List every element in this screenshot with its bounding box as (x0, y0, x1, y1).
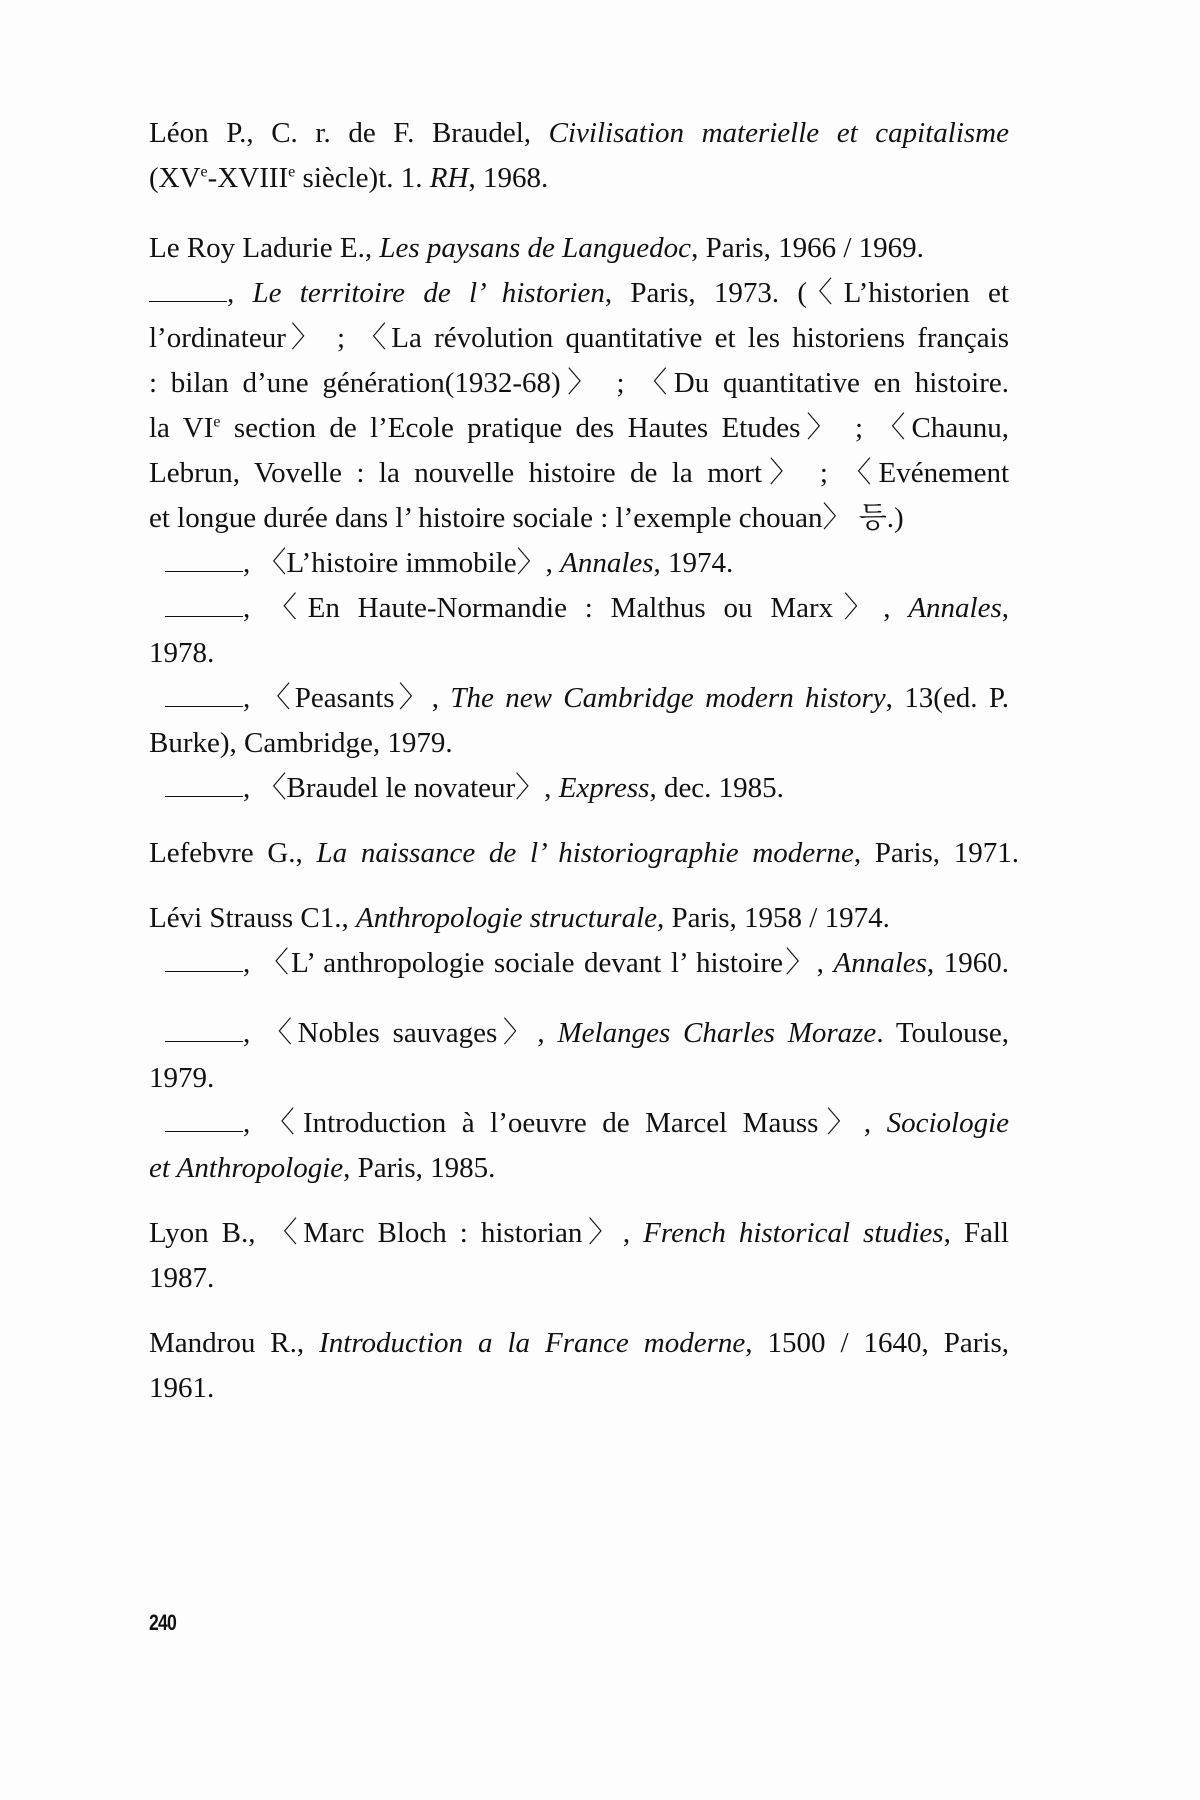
text-run: Le Roy Ladurie E., (149, 232, 380, 264)
text-run: , 1974. (653, 547, 734, 579)
page-number: 240 (149, 1610, 176, 1635)
text-run: , 〈Peasants〉, (243, 682, 451, 714)
bibliography-entry-6-line-1 (165, 770, 784, 806)
bibliography-entry-12-line-1 (149, 1215, 1009, 1251)
text-run: Lebrun, Vovelle : la nouvelle histoire de la mort〉 ; 〈Evénement (149, 457, 1009, 489)
italic-title: Anthropologie structurale (356, 902, 658, 934)
bibliography-entry-2-line-2 (149, 275, 1009, 311)
superscript: e (213, 413, 221, 431)
bibliography-entry-11-line-2 (149, 1150, 495, 1186)
text-run: , Paris, 1973. (〈L’historien et (604, 277, 1009, 309)
text-run: , (1001, 592, 1009, 624)
bibliography-entry-5-line-1 (165, 680, 1009, 716)
text-run: l’ordinateur〉 ; 〈La révolution quantitative et les historiens français (149, 322, 1009, 354)
italic-title: Melanges Charles Moraze (557, 1017, 877, 1049)
italic-title: Les paysans de Languedoc (379, 232, 692, 264)
bibliography-entry-12-line-2 (149, 1260, 214, 1296)
text-run: , 1500 / 1640, Paris, (745, 1327, 1009, 1359)
italic-title: Introduction a la France moderne (319, 1327, 746, 1359)
superscript: e (200, 163, 208, 181)
italic-title: RH (429, 162, 469, 194)
text-run: 1961. (149, 1372, 215, 1404)
text-run: , Paris, 1958 / 1974. (657, 902, 890, 934)
text-run: , 1960. (926, 947, 1009, 979)
bibliography-entry-13-line-2 (149, 1370, 214, 1406)
bibliography-entry-2-line-5 (149, 410, 1009, 446)
repeat-author-dash (165, 1111, 243, 1132)
italic-title: Annales (560, 547, 654, 579)
superscript: e (288, 163, 296, 181)
text-run: , Paris, 1985. (343, 1152, 496, 1184)
text-run: , Fall (943, 1217, 1009, 1249)
bibliography-entry-2-line-4 (149, 365, 1009, 401)
bibliography-entry-8-line-1 (149, 900, 890, 936)
repeat-author-dash (149, 281, 227, 302)
bibliography-entry-2-line-1 (149, 230, 1009, 266)
text-run: , Paris, 1971. (853, 837, 1019, 869)
italic-title: Annales (908, 592, 1002, 624)
repeat-author-dash (165, 551, 243, 572)
text-run: 1978. (149, 637, 215, 669)
bibliography-entry-2-line-7 (149, 500, 904, 536)
text-run: 1979. (149, 1062, 215, 1094)
italic-title: Le territoire de l’ historien (252, 277, 605, 309)
italic-title: French historical studies (643, 1217, 944, 1249)
bibliography-entry-13-line-1 (149, 1325, 1009, 1361)
italic-title: Annales (833, 947, 927, 979)
bibliography-entry-9-line-1 (165, 945, 1009, 981)
text-run: Mandrou R., (149, 1327, 320, 1359)
italic-title: et Anthropologie (149, 1152, 344, 1184)
italic-title: La naissance de l’ historiographie moderne (316, 837, 854, 869)
text-run: , 〈Braudel le novateur〉, (243, 772, 559, 804)
bibliography-entry-7-line-1 (149, 835, 1019, 871)
text-run: Léon P., C. r. de F. Braudel, (149, 117, 549, 149)
text-run: , (227, 277, 253, 309)
italic-title: Civilisation materielle et capitalisme (548, 117, 1009, 149)
text-run: , Paris, 1966 / 1969. (691, 232, 924, 264)
repeat-author-dash (165, 951, 243, 972)
bibliography-entry-4-line-2 (149, 635, 214, 671)
bibliography-entry-1-line-2 (149, 160, 548, 196)
repeat-author-dash (165, 1021, 243, 1042)
text-run: Burke), Cambridge, 1979. (149, 727, 453, 759)
text-run: , 13(ed. P. (885, 682, 1010, 714)
text-run: et longue durée dans l’ histoire sociale : l’exemple chouan〉 등.) (149, 502, 904, 534)
text-run: (XV (149, 162, 201, 194)
bibliography-entry-10-line-2 (149, 1060, 214, 1096)
text-run: : bilan d’une génération(1932-68)〉 ; 〈Du quantitative en histoire. (149, 367, 1009, 399)
text-run: Lefebvre G., (149, 837, 317, 869)
bibliography-entry-11-line-1 (165, 1105, 1009, 1141)
text-run: , 〈En Haute-Normandie : Malthus ou Marx〉, (243, 592, 909, 624)
text-run: Lévi Strauss C1., (149, 902, 357, 934)
text-run: , 〈L’ anthropologie sociale devant l’ histoire〉, (243, 947, 834, 979)
italic-title: The new Cambridge modern history (450, 682, 886, 714)
italic-title: Sociologie (886, 1107, 1009, 1139)
bibliography-entry-4-line-1 (165, 590, 1009, 626)
text-run: , 1968. (468, 162, 549, 194)
italic-title: Express (558, 772, 650, 804)
text-run: section de l’Ecole pratique des Hautes Etudes〉 ; 〈Chaunu, (220, 412, 1009, 444)
text-run: , dec. 1985. (649, 772, 784, 804)
bibliography-entry-5-line-2 (149, 725, 453, 761)
text-run: la VI (149, 412, 214, 444)
bibliography-entry-3-line-1 (165, 545, 733, 581)
bibliography-entry-10-line-1 (165, 1015, 1009, 1051)
text-run: 1987. (149, 1262, 215, 1294)
text-run: , 〈Introduction à l’oeuvre de Marcel Mauss〉, (243, 1107, 887, 1139)
bibliography-entry-1-line-1 (149, 115, 1009, 151)
text-run: , 〈L’histoire immobile〉, (243, 547, 561, 579)
text-run: . Toulouse, (876, 1017, 1010, 1049)
repeat-author-dash (165, 686, 243, 707)
text-run: -XVIII (207, 162, 289, 194)
bibliography-entry-2-line-6 (149, 455, 1009, 491)
repeat-author-dash (165, 776, 243, 797)
bibliography-entry-2-line-3 (149, 320, 1009, 356)
repeat-author-dash (165, 596, 243, 617)
text-run: Lyon B., 〈Marc Bloch : historian〉, (149, 1217, 644, 1249)
text-run: , 〈Nobles sauvages〉, (243, 1017, 558, 1049)
text-run: siècle)t. 1. (295, 162, 430, 194)
